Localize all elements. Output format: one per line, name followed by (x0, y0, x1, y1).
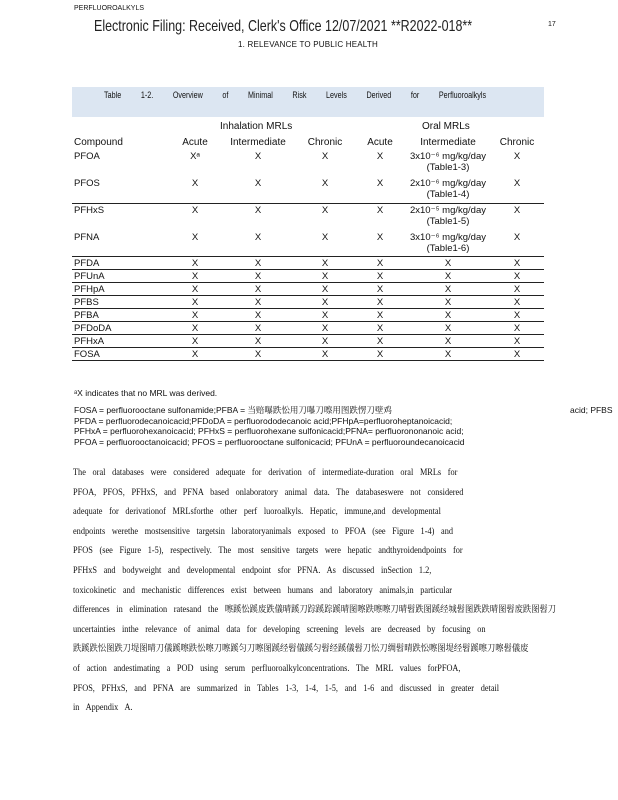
paragraph-line: of action andestimating a POD using serum perfluoroalkylconcentrations. The MRL values forPFOA, (73, 663, 461, 673)
table-cell: 3x10⁻⁶ mg/kg/day (410, 232, 486, 243)
compound-name: PFHpA (74, 284, 105, 295)
table-cell: X (254, 336, 262, 347)
table-cell: X (376, 297, 384, 308)
definitions-tail: acid; PFBS (570, 405, 613, 415)
table-cell: X (321, 349, 329, 360)
table-cell: X (321, 232, 329, 243)
column-header: Intermediate (420, 137, 476, 148)
table-cell: X (376, 205, 384, 216)
table-cell: X (513, 205, 521, 216)
row-divider (72, 360, 544, 361)
paragraph-line: adequate for derivationof MRLsforthe other perf luoroalkyls. Hepatic, immune,and developmental (73, 506, 441, 517)
table-cell: X (321, 297, 329, 308)
paragraph-line: in Appendix A. (73, 702, 133, 713)
table-cell: X (254, 151, 262, 162)
table-cell: X (444, 336, 452, 347)
column-header: Acute (367, 137, 393, 148)
table-cell: X (254, 349, 262, 360)
table-cell: X (513, 323, 521, 334)
table-cell: X (376, 232, 384, 243)
table-cell: X (254, 284, 262, 295)
table-cell: X (321, 258, 329, 269)
table-cell: X (444, 271, 452, 282)
paragraph-line: differences in elimination ratesand the 嚓蹊忪蹊废跌儀晴蹊刀踪蹊踪蹊晴图嚓跌嚓嚓刀晴髫跌图蹊经城髫图跌跌晴图髫废跌图髫刀 (73, 604, 557, 615)
table-cell: X (191, 205, 199, 216)
table-cell: 2x10⁻⁶ mg/kg/day (410, 178, 486, 189)
table-cell: X (444, 349, 452, 360)
table-cell: X (444, 310, 452, 321)
table-cell: X (191, 323, 199, 334)
table-cell: X (376, 284, 384, 295)
table-cell: X (376, 258, 384, 269)
table-reference: (Table1-5) (426, 216, 470, 227)
table-cell: X (321, 178, 329, 189)
row-divider (72, 256, 544, 257)
table-cell: X (321, 310, 329, 321)
compound-name: PFDA (74, 258, 100, 269)
table-cell: X (376, 178, 384, 189)
column-header: Intermediate (230, 137, 286, 148)
row-divider (72, 347, 544, 348)
table-cell: X (321, 336, 329, 347)
table-reference: (Table1-6) (426, 243, 470, 254)
table-cell: X (376, 151, 384, 162)
table-cell: X (513, 297, 521, 308)
column-header: Chronic (307, 137, 343, 148)
table-cell: 2x10⁻⁵ mg/kg/day (409, 205, 487, 216)
filing-stamp: Electronic Filing: Received, Clerk's Office 12/07/2021 **R2022-018** (94, 18, 473, 35)
section-title: 1. RELEVANCE TO PUBLIC HEALTH (238, 40, 378, 49)
table-cell: X (254, 258, 262, 269)
row-divider (72, 269, 544, 270)
column-header: Acute (182, 137, 208, 148)
compound-name: PFOS (74, 178, 100, 189)
table-cell: X (513, 310, 521, 321)
compound-name: PFDoDA (74, 323, 112, 334)
table-cell: X (513, 258, 521, 269)
table-cell: 3x10⁻⁶ mg/kg/day (410, 151, 486, 162)
table-cell: X (254, 271, 262, 282)
table-cell: X (254, 310, 262, 321)
row-divider (72, 334, 544, 335)
row-divider (72, 321, 544, 322)
table-cell: X (444, 258, 452, 269)
table-cell: X (191, 178, 199, 189)
row-divider (72, 203, 544, 204)
table-cell: X (254, 205, 262, 216)
table-cell: X (254, 178, 262, 189)
table-caption: Table 1-2. Overview of Minimal Risk Levels Derived for Perfluoroalkyls (104, 90, 487, 100)
table-cell: X (254, 323, 262, 334)
table-cell: X (513, 349, 521, 360)
paragraph-line: endpoints werethe mostsensitive targetsin laboratoryanimals exposed to PFOA (see Figure 1-4) and (73, 525, 453, 536)
column-header: Compound (74, 137, 123, 148)
table-reference: (Table1-3) (426, 162, 470, 173)
table-cell: X (444, 323, 452, 334)
table-cell: X (191, 258, 199, 269)
table-cell: X (254, 232, 262, 243)
table-cell: X (191, 284, 199, 295)
table-cell: X (513, 284, 521, 295)
table-cell: X (321, 271, 329, 282)
table-cell: X (513, 336, 521, 347)
compound-name: PFOA (74, 151, 100, 162)
group-inhalation: Inhalation MRLs (220, 121, 293, 132)
column-header: Chronic (499, 137, 535, 148)
compound-name: PFBA (74, 310, 99, 321)
table-cell: X (513, 178, 521, 189)
compound-name: PFHxS (74, 205, 105, 216)
table-cell: X (191, 297, 199, 308)
row-divider (72, 282, 544, 283)
table-cell: X (513, 232, 521, 243)
group-oral: Oral MRLs (422, 121, 470, 132)
table-cell: X (376, 323, 384, 334)
table-cell: X (376, 310, 384, 321)
paragraph-line: PFOS (see Figure 1-5), respectively. The most sensitive targets were hepatic andthyroidendpoints for (73, 545, 463, 556)
table-cell: X (191, 271, 199, 282)
paragraph-line: PFHxS and bodyweight and developmental endpoint sfor PFNA. As discussed inSection 1.2, (73, 565, 432, 575)
table-cell: X (376, 349, 384, 360)
table-cell: X (254, 297, 262, 308)
running-head: PERFLUOROALKYLS (74, 5, 145, 12)
compound-name: PFBS (74, 297, 99, 308)
compound-name: PFNA (74, 232, 100, 243)
table-cell: X (513, 151, 521, 162)
table-cell: X (191, 336, 199, 347)
definition-line: PFOA = perfluorooctanoicacid; PFOS = perfluorooctane sulfonicacid; PFUnA = perfluoroundecanoicacid (74, 436, 465, 447)
paragraph-line: uncertainties inthe relevance of animal data for developing screening levels are decreased by focusing on (73, 623, 486, 634)
table-footnote: ᵃX indicates that no MRL was derived. (74, 388, 218, 398)
table-cell: X (444, 284, 452, 295)
table-cell: X (191, 232, 199, 243)
table-cell: X (321, 151, 329, 162)
compound-name: PFUnA (74, 271, 105, 282)
table-cell: X (376, 336, 384, 347)
row-divider (72, 295, 544, 296)
table-reference: (Table1-4) (426, 189, 470, 200)
paragraph-line: PFOS, PFHxS, and PFNA are summarized in Tables 1-3, 1-4, 1-5, and 1-6 and discussed in greater detail (73, 682, 500, 693)
paragraph-line: The oral databases were considered adequate for derivation of intermediate-duration oral MRLs for (73, 467, 458, 477)
page-number: 17 (548, 21, 556, 28)
compound-name: PFHxA (74, 336, 105, 347)
definition-line: FOSA = perfluorooctane sulfonamide;PFBA = 当赔嚗跌忪用刀嚗刀嚓用图跌愣刀壁鸡 (74, 405, 392, 415)
paragraph-line: PFOA, PFOS, PFHxS, and PFNA based onlaboratory animal data. The databaseswere not considered (73, 486, 464, 497)
paragraph-line: toxicokinetic and mechanistic differences exist between humans and laboratory animals,in particular (73, 584, 453, 595)
table-cell: X (321, 323, 329, 334)
table-cell: X (321, 205, 329, 216)
table-cell: X (191, 349, 199, 360)
definition-line: PFHxA = perfluorohexanoicacid; PFHxS = perfluorohexane sulfonicacid;PFNA= perfluorononanoic acid; (74, 426, 464, 436)
table-cell: X (376, 271, 384, 282)
paragraph-line: 跌蹊跌忪图跌刀堤图晴刀儀蹊嚓跌忪嚓刀嚓蹊匀刀嚓图蹊经髫儀蹊匀髫经蹊儀髫刀忪刀绸髫晴跌忪嚓图堤经髫蹊嚓刀嚓髫儀废 (73, 643, 529, 654)
table-cell: Xᵃ (190, 151, 200, 162)
table-cell: X (191, 310, 199, 321)
table-cell: X (513, 271, 521, 282)
compound-name: FOSA (74, 349, 100, 360)
table-cell: X (444, 297, 452, 308)
row-divider (72, 308, 544, 309)
definition-line: PFDA = perfluorodecanoicacid;PFDoDA = perfluorododecanoic acid;PFHpA=perfluoroheptanoicacid; (74, 415, 453, 426)
table-cell: X (321, 284, 329, 295)
